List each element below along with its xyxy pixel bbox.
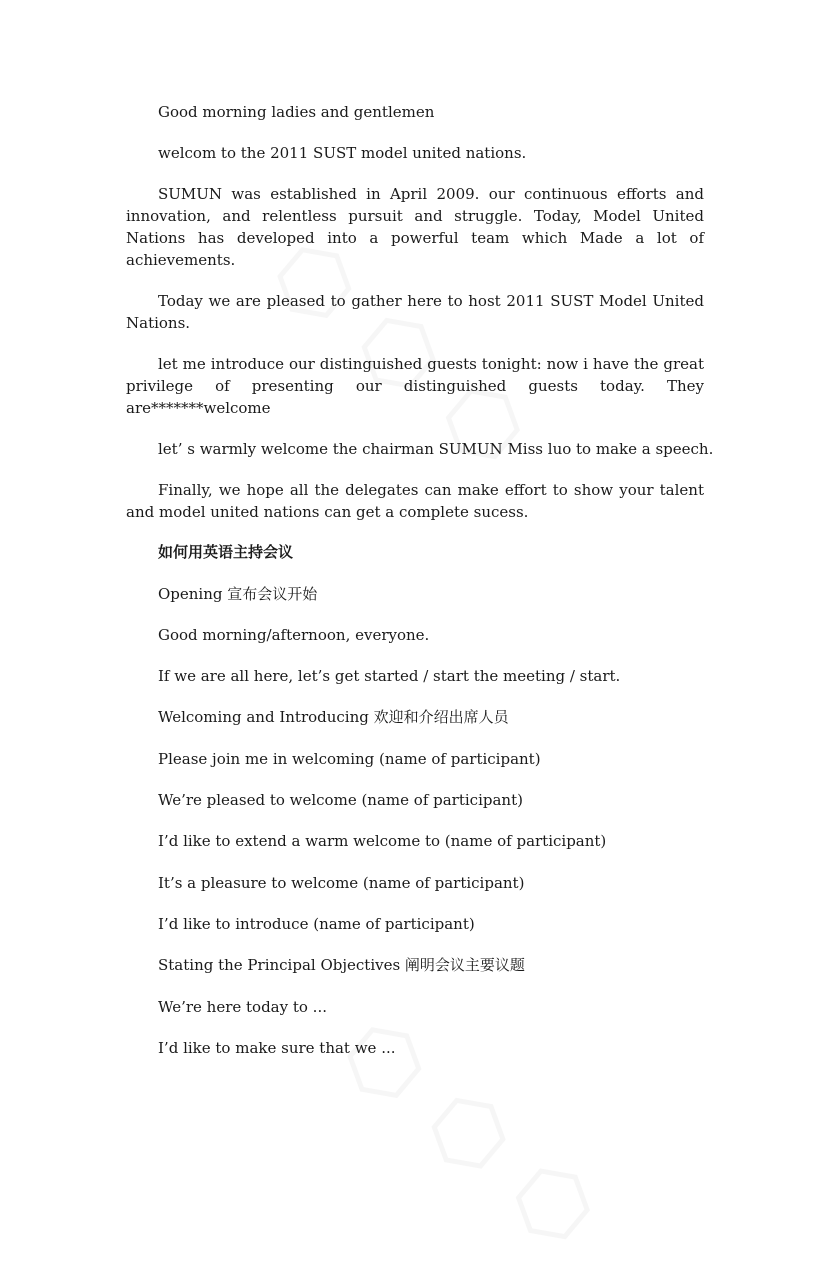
phrase-line: I’d like to extend a warm welcome to (name of participant) (158, 832, 607, 850)
greeting-line: Good morning ladies and gentlemen (158, 103, 435, 121)
phrase-line: Good morning/afternoon, everyone. (158, 626, 430, 644)
welcoming-subheading: Welcoming and Introducing 欢迎和介绍出席人员 (158, 708, 509, 726)
phrase-line: If we are all here, let’s get started / start the meeting / start. (158, 667, 621, 685)
phrase-line: It’s a pleasure to welcome (name of participant) (158, 874, 525, 892)
opening-subheading: Opening 宣布会议开始 (158, 585, 318, 603)
phrase-line: I’d like to introduce (name of participant) (158, 915, 475, 933)
objectives-subheading: Stating the Principal Objectives 阐明会议主要议题 (158, 956, 525, 974)
phrase-line: Please join me in welcoming (name of participant) (158, 750, 541, 768)
host-paragraph: Today we are pleased to gather here to host 2011 SUST Model United Nations. (126, 292, 704, 332)
guests-paragraph: let me introduce our distinguished guests tonight: now i have the great privilege of presenting our distinguished guests today. They are*******welcome (126, 355, 704, 417)
sumun-intro-paragraph: SUMUN was established in April 2009. our continuous efforts and innovation, and relentless pursuit and struggle. Today, Model United Nations has developed into a powerful team which Made a lot of achievements. (126, 185, 704, 269)
phrase-line: We’re pleased to welcome (name of participant) (158, 791, 523, 809)
chairman-speech-line: let’ s warmly welcome the chairman SUMUN Miss luo to make a speech. (158, 440, 714, 458)
section-heading: 如何用英语主持会议 (158, 543, 294, 561)
closing-paragraph: Finally, we hope all the delegates can make effort to show your talent and model united nations can get a complete sucess. (126, 481, 704, 521)
phrase-line: I’d like to make sure that we ... (158, 1039, 396, 1057)
welcome-line: welcom to the 2011 SUST model united nations. (158, 144, 527, 162)
phrase-line: We’re here today to ... (158, 998, 327, 1016)
